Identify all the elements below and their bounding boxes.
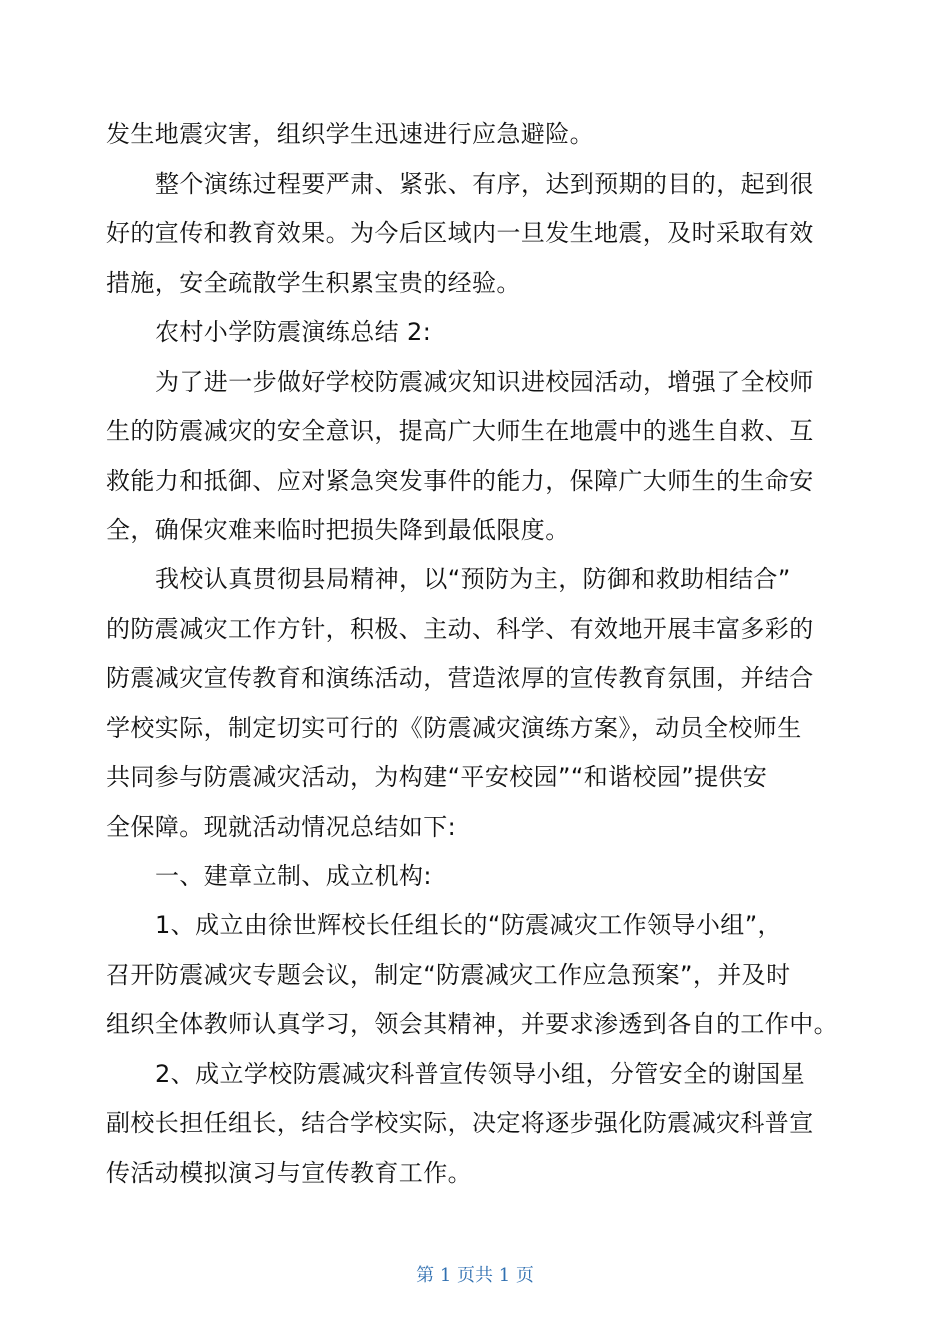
text-line: 副校长担任组长，结合学校实际，决定将逐步强化防震减灾科普宣 (106, 1109, 814, 1137)
text-line: 发生地震灾害，组织学生迅速进行应急避险。 (106, 120, 594, 148)
text-line: 传活动模拟演习与宣传教育工作。 (106, 1159, 472, 1187)
text-line: 2、成立学校防震减灾科普宣传领导小组，分管安全的谢国星 (155, 1060, 806, 1088)
text-line: 全保障。现就活动情况总结如下: (106, 813, 457, 841)
text-line: 救能力和抵御、应对紧急突发事件的能力，保障广大师生的生命安 (106, 467, 814, 495)
text-line: 为了进一步做好学校防震减灾知识进校园活动，增强了全校师 (155, 368, 814, 396)
text-line: 学校实际，制定切实可行的《防震减灾演练方案》，动员全校师生 (106, 714, 802, 742)
page-number-footer: 第 1 页共 1 页 (416, 1265, 534, 1286)
text-line: 好的宣传和教育效果。为今后区域内一旦发生地震，及时采取有效 (106, 219, 814, 247)
section-heading: 一、建章立制、成立机构: (155, 862, 432, 890)
text-line: 共同参与防震减灾活动，为构建“平安校园”“和谐校园”提供安 (106, 763, 768, 791)
text-line: 整个演练过程要严肃、紧张、有序，达到预期的目的，起到很 (155, 170, 814, 198)
text-line: 全，确保灾难来临时把损失降到最低限度。 (106, 516, 570, 544)
text-line: 的防震减灾工作方针，积极、主动、科学、有效地开展丰富多彩的 (106, 615, 814, 643)
text-line: 生的防震减灾的安全意识，提高广大师生在地震中的逃生自救、互 (106, 417, 814, 445)
text-line: 防震减灾宣传教育和演练活动，营造浓厚的宣传教育氛围，并结合 (106, 664, 814, 692)
section-heading: 农村小学防震演练总结 2: (155, 318, 432, 346)
text-line: 召开防震减灾专题会议，制定“防震减灾工作应急预案”，并及时 (106, 961, 791, 989)
text-line: 我校认真贯彻县局精神，以“预防为主，防御和救助相结合” (155, 565, 791, 593)
text-line: 1、成立由徐世辉校长任组长的“防震减灾工作领导小组”， (155, 911, 782, 939)
text-line: 措施，安全疏散学生积累宝贵的经验。 (106, 269, 521, 297)
text-line: 组织全体教师认真学习，领会其精神，并要求渗透到各自的工作中。 (106, 1010, 838, 1038)
